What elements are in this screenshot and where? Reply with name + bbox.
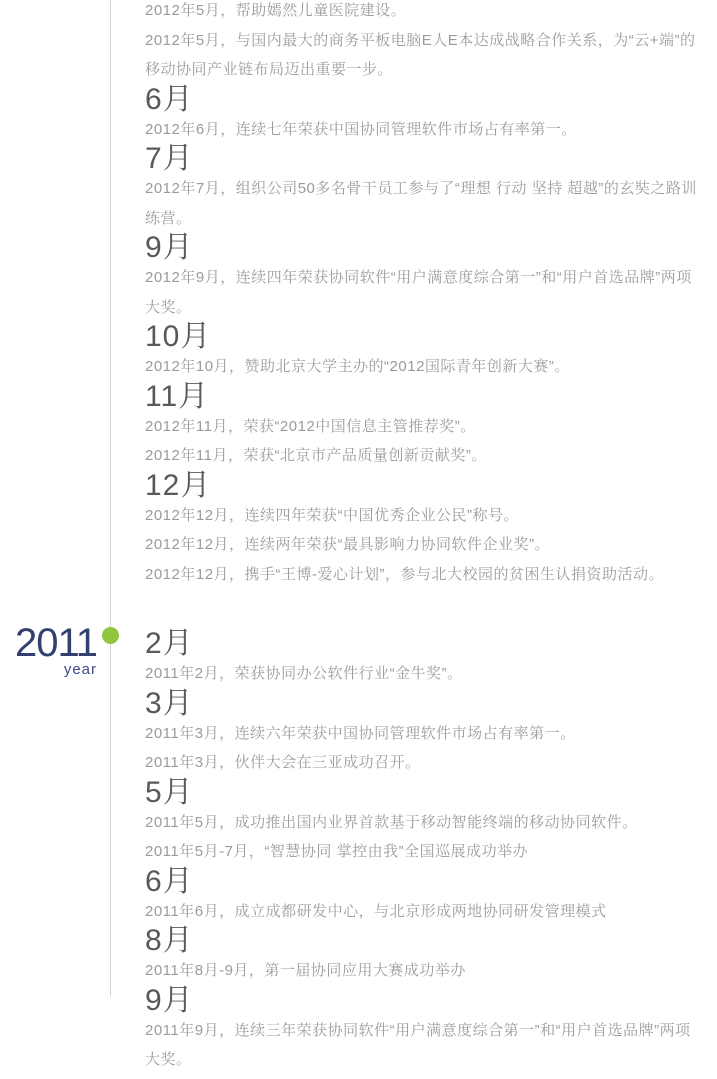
- timeline-event: 2012年12月，携手“王博-爱心计划”，参与北大校园的贫困生认捐资助活动。: [145, 565, 665, 583]
- month-heading: 2月: [145, 627, 194, 660]
- year-marker: [0, 623, 97, 678]
- month-heading: 6月: [145, 864, 194, 898]
- month-heading: 12月: [145, 468, 212, 502]
- month-heading: 5月: [145, 775, 194, 809]
- timeline-event: 2011年8月-9月，第一届协同应用大赛成功举办: [145, 962, 466, 979]
- timeline-event: 2012年6月，连续七年荣获中国协同管理软件市场占有率第一。: [145, 120, 577, 138]
- timeline-event: 2011年3月，连续六年荣获中国协同管理软件市场占有率第一。: [145, 724, 576, 742]
- timeline-event: 2011年3月，伙伴大会在三亚成功召开。: [145, 754, 421, 771]
- timeline-event: 2011年6月，成立成都研发中心，与北京形成两地协同研发管理模式: [145, 902, 607, 920]
- timeline-event: 2012年12月，连续四年荣获“中国优秀企业公民”称号。: [145, 506, 520, 524]
- month-heading: 3月: [145, 686, 194, 720]
- timeline-event: 2012年5月，帮助嫣然儿童医院建设。: [145, 2, 407, 19]
- timeline-event: 2011年9月，连续三年荣获协同软件“用户满意度综合第一”和“用户首选品牌”两项大奖。: [145, 1021, 691, 1068]
- timeline-event: 2011年5月，成功推出国内业界首款基于移动智能终端的移动协同软件。: [145, 813, 638, 831]
- timeline-event: 2012年7月，组织公司50多名骨干员工参与了“理想 行动 坚持 超越”的玄奘之路训练营。: [145, 180, 697, 227]
- timeline-event: 2012年11月，荣获“2012中国信息主管推荐奖”。: [145, 417, 476, 435]
- timeline-event: 2011年5月-7月，“智慧协同 掌控由我”全国巡展成功举办: [145, 843, 529, 860]
- month-heading: 9月: [145, 983, 194, 1017]
- event-list: [145, 629, 705, 1075]
- month-heading: 7月: [145, 142, 194, 175]
- timeline-event: 2012年5月，与国内最大的商务平板电脑E人E本达成战略合作关系，为“云+端”的移动协同产业链布局迈出重要一步。: [145, 31, 696, 78]
- month-heading: 9月: [145, 231, 194, 264]
- timeline-section-2011: [0, 621, 717, 1075]
- timeline-event: 2012年11月，荣获“北京市产品质量创新贡献奖”。: [145, 447, 487, 464]
- month-heading: 6月: [145, 82, 194, 116]
- year-number: 2011: [14, 621, 97, 665]
- year-unit-label: year: [63, 661, 97, 678]
- month-heading: 10月: [145, 320, 212, 353]
- month-heading: 8月: [145, 924, 194, 957]
- timeline-event: 2012年10月，赞助北京大学主办的“2012国际青年创新大赛”。: [145, 358, 570, 375]
- timeline-event: 2011年2月，荣获协同办公软件行业“金牛奖”。: [145, 665, 463, 682]
- timeline-dot-icon: [102, 627, 119, 644]
- month-heading: 11月: [145, 379, 210, 413]
- timeline-event: 2012年12月，连续两年荣获“最具影响力协同软件企业奖”。: [145, 536, 551, 553]
- timeline-event: 2012年9月，连续四年荣获协同软件“用户满意度综合第一”和“用户首选品牌”两项大奖。: [145, 269, 692, 316]
- event-list: [145, 0, 705, 589]
